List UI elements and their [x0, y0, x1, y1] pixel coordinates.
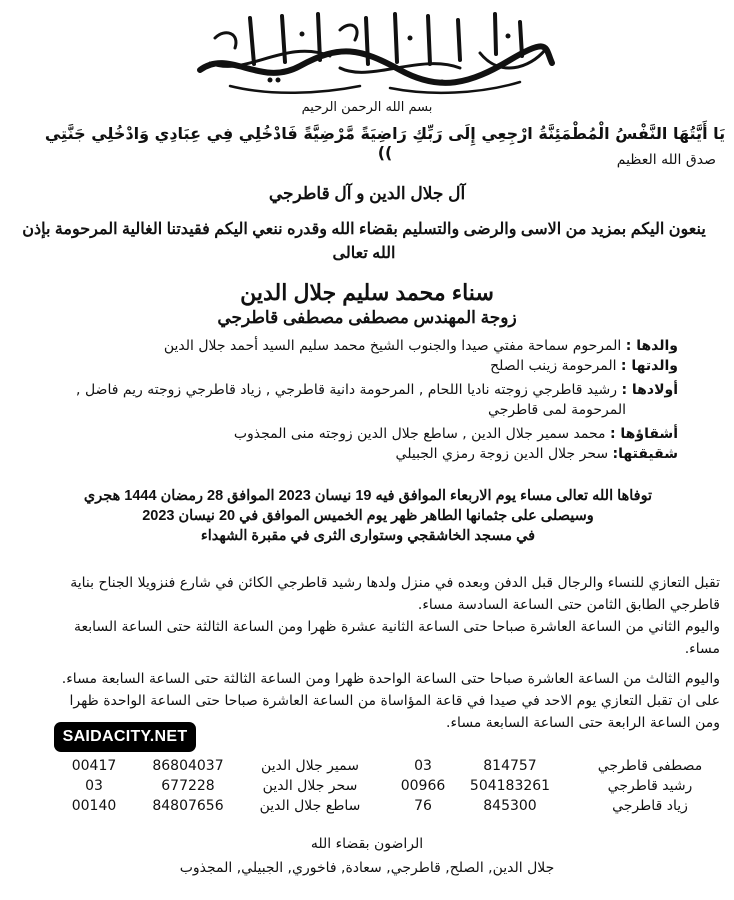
relative-line — [38, 424, 678, 444]
contact-prefix: 03 — [414, 758, 432, 774]
deceased-name: سناء محمد سليم جلال الدين — [240, 280, 494, 305]
relative-line — [0, 400, 626, 420]
contact-number: 86804037 — [152, 758, 224, 774]
relative-line — [38, 380, 678, 400]
logo-text: SAIDACITY.NET — [62, 728, 188, 745]
relative-label: أشقاؤها : — [609, 426, 678, 442]
contact-prefix: 76 — [414, 798, 432, 814]
condolence-line: على ان تقبل التعازي يوم الاحد في صيدا في قاعة المؤاساة من الساعة العاشرة صباحا حتى الساعة الواحدة ظهرا — [69, 693, 720, 709]
condolence-line: مساء. — [684, 641, 720, 657]
contact-prefix: 00417 — [71, 758, 117, 774]
contacts-table — [0, 758, 734, 818]
death-notice-line: توفاها الله تعالى مساء يوم الاربعاء الموافق فيه 19 نيسان 2023 الموافق 28 رمضان 1444 هجري — [83, 488, 653, 504]
relative-line — [38, 336, 678, 356]
condolence-line: ومن الساعة الرابعة حتى الساعة السابعة مساء. — [446, 715, 720, 731]
contact-name: ساطع جلال الدين — [259, 798, 361, 814]
contact-row — [0, 798, 734, 818]
relative-text: المرحومة زينب الصلح — [490, 358, 621, 374]
relative-text: محمد سمير جلال الدين , ساطع جلال الدين زوجته منى المجذوب — [233, 426, 610, 442]
contact-name: زياد قاطرجي — [612, 798, 688, 814]
basmala: بسم الله الرحمن الرحيم — [301, 100, 433, 115]
contact-prefix: 00966 — [400, 778, 446, 794]
death-notice-line: وسيصلى على جثمانها الطاهر ظهر يوم الخميس الموافق في 20 نيسان 2023 — [142, 508, 594, 524]
relative-text: المرحومة لمى قاطرجي — [488, 402, 626, 418]
condolences-block — [14, 572, 720, 734]
relative-label: شقيقتها: — [612, 446, 678, 462]
contact-number: 814757 — [483, 758, 537, 774]
contact-prefix: 03 — [85, 778, 103, 794]
contact-prefix: 00140 — [71, 798, 117, 814]
condolence-line: واليوم الثالث من الساعة العاشرة صباحا حتى الساعة الواحدة ظهرا ومن الساعة الثالثة حتى الساعة السابعة مساء. — [61, 671, 720, 687]
families-title: آل جلال الدين و آل قاطرجي — [268, 184, 466, 203]
deceased-spouse: زوجة المهندس مصطفى مصطفى قاطرجي — [217, 308, 517, 327]
closing-title: الراضون بقضاء الله — [310, 836, 424, 852]
relative-text: المرحوم سماحة مفتي صيدا والجنوب الشيخ محمد سليم السيد أحمد جلال الدين — [163, 338, 626, 354]
contact-row — [0, 778, 734, 798]
relative-label: أولادها : — [621, 382, 678, 398]
announcement-text: ينعون اليكم بمزيد من الاسى والرضى والتسليم بقضاء الله وقدره ننعي اليكم فقيدتنا الغالية المرحومة بإذن الله تعالى — [22, 221, 706, 262]
death-notice — [18, 486, 718, 546]
quran-verse: يَا أَيَّتُهَا النَّفْسُ الْمُطْمَئِنَّةُ ارْجِعِي إِلَى رَبِّكِ رَاضِيَةً مَّرْضِيَّةً فَادْخُلِي فِي عِبَادِي وَادْخُلِي جَنَّتِي )) — [44, 124, 726, 162]
contact-number: 677228 — [161, 778, 215, 794]
closing-families: جلال الدين, الصلح, قاطرجي, سعادة, فاخوري, الجبيلي, المجذوب — [179, 860, 555, 876]
contact-name: رشيد قاطرجي — [607, 778, 693, 794]
saidacity-logo — [54, 722, 196, 752]
relative-label: والدها : — [625, 338, 678, 354]
contact-name: سمير جلال الدين — [261, 758, 359, 774]
calligraphy-header — [190, 8, 560, 98]
relative-line — [38, 444, 678, 464]
condolence-line: قاطرجي الطابق الثامن حتى الساعة السادسة مساء. — [417, 597, 720, 613]
contact-number: 84807656 — [152, 798, 224, 814]
condolence-line: واليوم الثاني من الساعة العاشرة صباحا حتى الساعة الثانية عشرة ظهرا ومن الساعة الثالثة حتى الساعة السابعة — [73, 619, 720, 635]
contact-number: 845300 — [483, 798, 537, 814]
contact-number: 504183261 — [469, 778, 551, 794]
relative-text: سحر جلال الدين زوجة رمزي الجبيلي — [395, 446, 613, 462]
condolence-line: تقبل التعازي للنساء والرجال قبل الدفن وبعده في منزل ولدها رشيد قاطرجي الكائن في شارع فنزويلا الجناح بناية — [70, 575, 720, 591]
contact-name: سحر جلال الدين — [262, 778, 358, 794]
sadaq-line: صدق الله العظيم — [616, 152, 716, 168]
contact-name: مصطفى قاطرجي — [597, 758, 703, 774]
contact-row — [0, 758, 734, 778]
relative-text: رشيد قاطرجي زوجته ناديا اللحام , المرحومة دانية قاطرجي , زياد قاطرجي زوجته ريم فاضل , — [76, 382, 622, 398]
death-notice-line: في مسجد الخاشقجي وستوارى الثرى في مقبرة الشهداء — [200, 528, 536, 544]
relative-label: والدتها : — [620, 358, 678, 374]
relative-line — [38, 356, 678, 376]
